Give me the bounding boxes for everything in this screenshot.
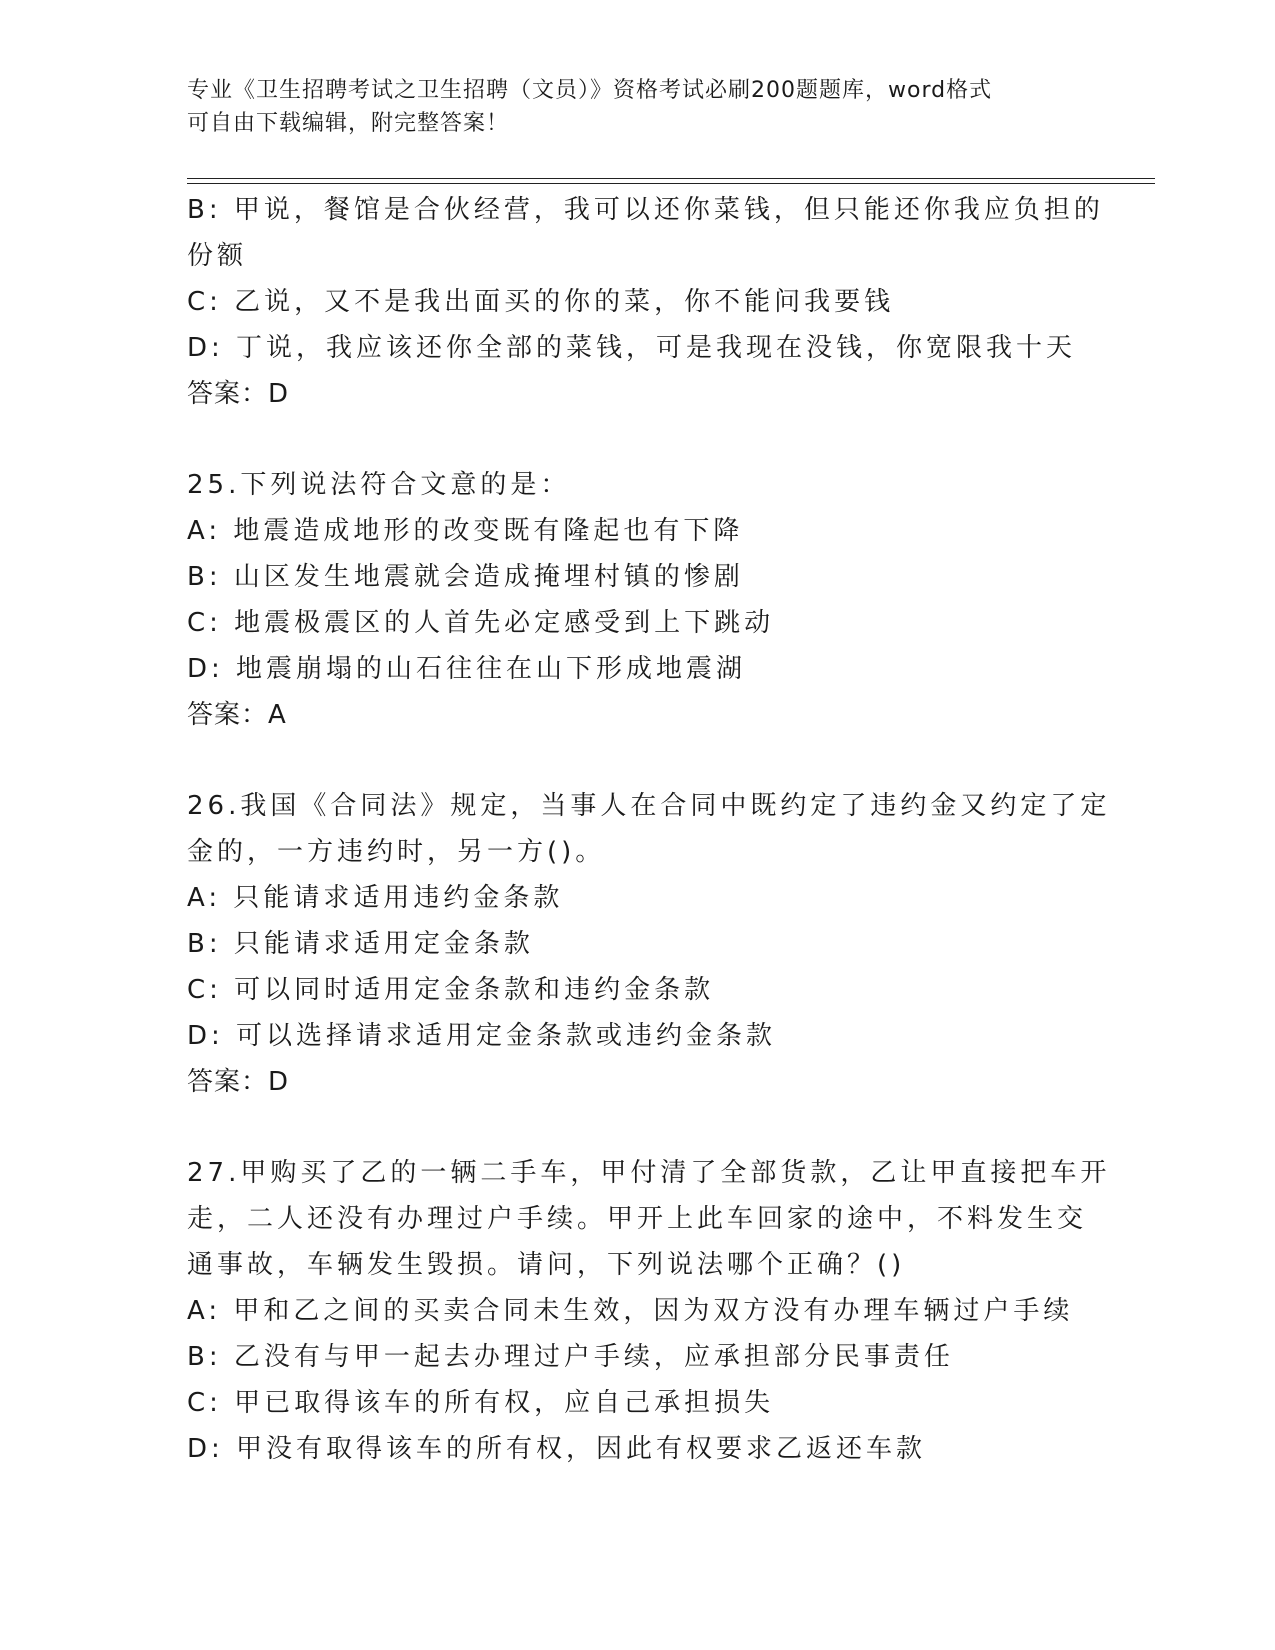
- option-d: D: 甲没有取得该车的所有权，因此有权要求乙返还车款: [187, 1434, 927, 1464]
- option-d: D: 地震崩塌的山石往往在山下形成地震湖: [187, 654, 747, 684]
- header-rule-top: [187, 178, 1155, 179]
- spacer: [187, 417, 1087, 462]
- question-stem-line-2: 金的，一方违约时，另一方()。: [187, 837, 606, 867]
- option-c: C: 乙说，又不是我出面买的你的菜，你不能问我要钱: [187, 287, 895, 317]
- option-b-line-2: 份额: [187, 241, 248, 271]
- question-block-24: [187, 187, 1104, 417]
- question-block-25: [187, 462, 1087, 738]
- option-a: A: 甲和乙之间的买卖合同未生效，因为双方没有办理车辆过户手续: [187, 1296, 1074, 1326]
- spacer: [187, 738, 1087, 783]
- answer: 答案：A: [187, 700, 287, 730]
- option-d: D: 丁说，我应该还你全部的菜钱，可是我现在没钱，你宽限我十天: [187, 333, 1077, 363]
- option-c: C: 甲已取得该车的所有权，应自己承担损失: [187, 1388, 775, 1418]
- question-stem-line-1: 27.甲购买了乙的一辆二手车，甲付清了全部货款，乙让甲直接把车开: [187, 1158, 1111, 1188]
- spacer: [187, 1105, 1087, 1150]
- option-c: C: 地震极震区的人首先必定感受到上下跳动: [187, 608, 775, 638]
- header-line-2: 可自由下载编辑，附完整答案！: [187, 111, 510, 136]
- option-a: A: 地震造成地形的改变既有隆起也有下降: [187, 516, 744, 546]
- question-stem-line-3: 通事故，车辆发生毁损。请问，下列说法哪个正确？(): [187, 1250, 906, 1280]
- option-d: D: 可以选择请求适用定金条款或违约金条款: [187, 1021, 777, 1051]
- option-b: B: 乙没有与甲一起去办理过户手续，应承担部分民事责任: [187, 1342, 954, 1372]
- document-body: [187, 187, 1111, 1472]
- header-rule-bottom: [187, 183, 1155, 184]
- option-a: A: 只能请求适用违约金条款: [187, 883, 564, 913]
- option-c: C: 可以同时适用定金条款和违约金条款: [187, 975, 715, 1005]
- document-header: [187, 74, 1087, 140]
- option-b: B: 山区发生地震就会造成掩埋村镇的惨剧: [187, 562, 744, 592]
- option-b: B: 只能请求适用定金条款: [187, 929, 534, 959]
- answer: 答案：D: [187, 1067, 290, 1097]
- header-line-1: 专业《卫生招聘考试之卫生招聘（文员）》资格考试必刷200题题库，word格式: [187, 78, 993, 103]
- option-b-line-1: B: 甲说，餐馆是合伙经营，我可以还你菜钱，但只能还你我应负担的: [187, 195, 1104, 225]
- question-block-26: [187, 783, 1111, 1105]
- question-stem-line-2: 走，二人还没有办理过户手续。甲开上此车回家的途中，不料发生交: [187, 1204, 1088, 1234]
- answer: 答案：D: [187, 379, 290, 409]
- question-block-27: [187, 1150, 1111, 1472]
- question-stem: 25.下列说法符合文意的是：: [187, 470, 571, 500]
- question-stem-line-1: 26.我国《合同法》规定，当事人在合同中既约定了违约金又约定了定: [187, 791, 1111, 821]
